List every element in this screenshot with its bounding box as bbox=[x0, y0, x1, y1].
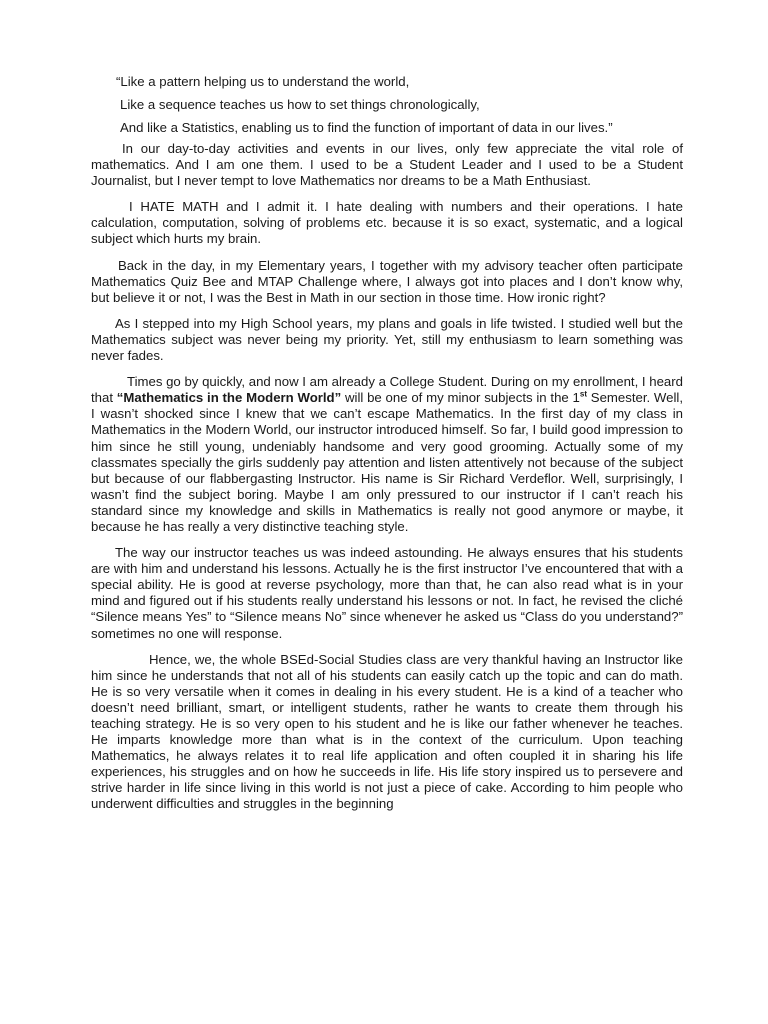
paragraph-4: As I stepped into my High School years, my plans and goals in life twisted. I studied well but the Mathematics subject was never being my priority. Yet, still my enthusiasm to learn something was never fades. bbox=[91, 315, 683, 364]
ordinal-superscript: st bbox=[579, 389, 587, 399]
paragraph-1: In our day-to-day activities and events in our lives, only few appreciate the vital role of mathematics. And I am one them. I used to be a Student Leader and I used to be a Student Journalist, but I never tempt to love Mathematics nor dreams to be a Math Enthusiast. bbox=[91, 141, 683, 189]
paragraph-5-text-a: Times go by quickly, and now I am already a College Student. During on my enrollment, I heard that bbox=[91, 374, 683, 406]
paragraph-6: The way our instructor teaches us was indeed astounding. He always ensures that his students are with him and understand his lessons. Actually he is the first instructor I’ve encountered that with a special ability. He is good at reverse psychology, more than that, he can also read what is in your mind and figured out if his students really understand his lessons or not. In fact, he revised the cliché “Silence means Yes” to “Silence means No” since whenever he asked us “Class do you understand?” sometimes no one will response. bbox=[91, 545, 683, 641]
paragraph-7: Hence, we, the whole BSEd-Social Studies class are very thankful having an Instructor like him since he understands that not all of his students can easily catch up the topic and can do math. He is so very versatile when it comes in dealing in his every student. He is a kind of a teacher who doesn’t need brilliant, smart, or intelligent students, rather he wants to create them through his teaching strategy. He is so very open to his student and he is like our father whenever he teaches. He imparts knowledge more than what is in the context of the curriculum. Upon teaching Mathematics, he always relates it to real life application and often coupled it in sharing his life experiences, his struggles and on how he succeeds in life. His life story inspired us to persevere and strive harder in life since living in this world is not just a piece of cake. According to him people who underwent difficulties and struggles in the beginning bbox=[91, 651, 683, 812]
paragraph-5-text-c: Semester. Well, I wasn’t shocked since I knew that we can’t escape Mathematics. In the first day of my class in Mathematics in the Modern World, our instructor introduced himself. So far, I build good impression to him since he still young, undeniably handsome and very good grooming. Actually some of my classmates specially the girls suddenly pay attention and listen attentively not because of the subject but because of our flabbergasting Instructor. His name is Sir Richard Verdeflor. Well, surprisingly, I wasn’t find the subject boring. Maybe I am only pressured to our instructor if I can’t reach his standard since my knowledge and skills in Mathematics is really not good anymore or maybe, it because he has really a very distinctive teaching style. bbox=[91, 390, 683, 534]
paragraph-5-text-b: will be one of my minor subjects in the 1 bbox=[341, 390, 580, 406]
course-title-bold: “Mathematics in the Modern World” bbox=[116, 390, 342, 406]
quote-line-3: And like a Statistics, enabling us to find the function of important of data in our lives.” bbox=[120, 120, 613, 135]
paragraph-2: I HATE MATH and I admit it. I hate dealing with numbers and their operations. I hate calculation, computation, solving of problems etc. because it is so exact, systematic, and a logical subject which hurts my brain. bbox=[91, 199, 683, 247]
paragraph-5 bbox=[91, 374, 683, 535]
paragraph-3: Back in the day, in my Elementary years, I together with my advisory teacher often participate Mathematics Quiz Bee and MTAP Challenge where, I always got into places and I don’t know why, but believe it or not, I was the Best in Math in our section in those time. How ironic right? bbox=[91, 257, 683, 305]
quote-line-1: “Like a pattern helping us to understand the world, bbox=[116, 74, 410, 89]
quote-line-2: Like a sequence teaches us how to set things chronologically, bbox=[120, 97, 480, 112]
